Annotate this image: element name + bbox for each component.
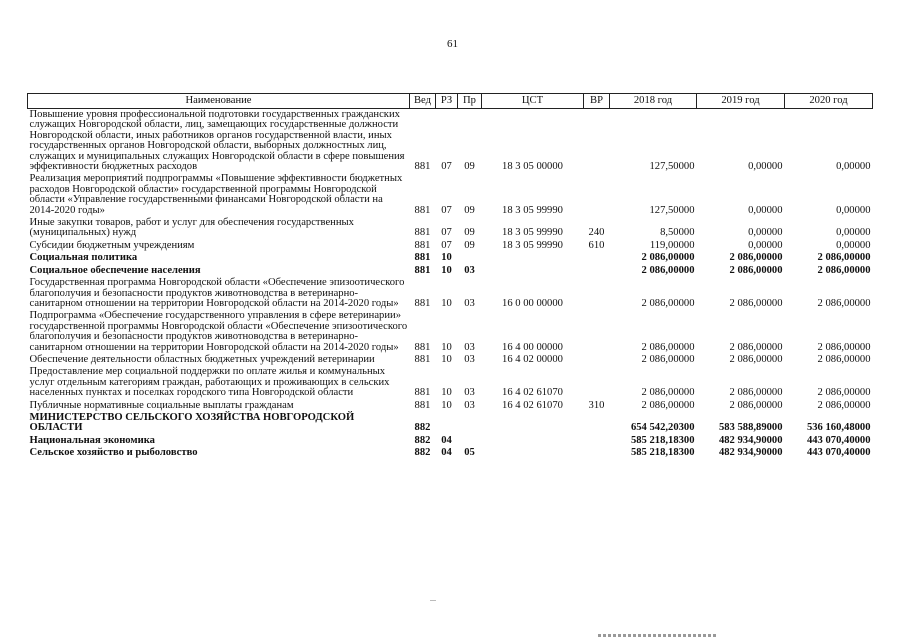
row-ved: 881	[414, 252, 431, 264]
row-value-2019: 583 588,89000	[718, 422, 783, 434]
row-cst	[482, 412, 584, 435]
row-value-2018: 2 086,00000	[641, 252, 695, 264]
row-value-2018: 8,50000	[660, 227, 695, 239]
row-value-2019: 2 086,00000	[729, 297, 783, 309]
row-pr: 05	[464, 447, 475, 459]
row-ved: 881	[414, 297, 431, 309]
row-ved: 882	[414, 434, 431, 446]
row-name: Предоставление мер социальной поддержки по оплате жилья и коммунальных услуг отдельным категориям граждан, работающих и проживающих в сельских населенных пунктах и поселках городского типа Новгородской области	[29, 366, 390, 399]
row-value-2020: 2 086,00000	[817, 252, 871, 264]
row-vr	[584, 109, 610, 174]
row-name: Сельское хозяйство и рыболовство	[29, 447, 198, 459]
row-value-2020: 2 086,00000	[817, 264, 871, 276]
row-value-2020: 0,00000	[836, 204, 871, 216]
row-rz: 10	[441, 387, 452, 399]
page-dot-mark	[430, 600, 436, 601]
row-name: МИНИСТЕРСТВО СЕЛЬСКОГО ХОЗЯЙСТВА НОВГОРОДСКОЙ ОБЛАСТИ	[29, 411, 355, 434]
row-vr	[584, 366, 610, 399]
row-value-2020: 2 086,00000	[817, 387, 871, 399]
row-value-2020: 2 086,00000	[817, 297, 871, 309]
row-pr: 03	[464, 341, 475, 353]
row-value-2018: 585 218,18300	[630, 447, 695, 459]
row-rz: 07	[441, 227, 452, 239]
header-2020: 2020 год	[785, 94, 873, 109]
row-rz: 10	[441, 399, 452, 411]
row-value-2018: 2 086,00000	[641, 353, 695, 365]
table-row	[28, 310, 873, 354]
row-rz	[436, 412, 458, 435]
row-vr	[584, 252, 610, 264]
row-value-2019: 0,00000	[748, 239, 783, 251]
row-rz: 07	[441, 161, 452, 173]
row-name: Публичные нормативные социальные выплаты гражданам	[29, 399, 294, 411]
row-pr: 09	[464, 227, 475, 239]
row-ved: 882	[414, 447, 431, 459]
row-ved: 881	[414, 239, 431, 251]
row-vr	[584, 354, 610, 366]
row-pr: 09	[464, 161, 475, 173]
table-row	[28, 217, 873, 240]
row-cst	[482, 265, 584, 277]
header-vr: ВР	[584, 94, 610, 109]
scan-stamp-mark	[598, 634, 718, 637]
table-header-row	[28, 94, 873, 109]
row-value-2019: 2 086,00000	[729, 252, 783, 264]
row-ved: 881	[414, 264, 431, 276]
row-value-2019: 0,00000	[748, 161, 783, 173]
row-pr: 03	[464, 264, 475, 276]
table-row	[28, 252, 873, 264]
row-value-2019: 482 934,90000	[718, 447, 783, 459]
table-row	[28, 109, 873, 174]
row-value-2019: 2 086,00000	[729, 353, 783, 365]
row-rz: 10	[441, 297, 452, 309]
row-value-2020: 443 070,40000	[806, 434, 871, 446]
row-rz: 10	[441, 264, 452, 276]
row-name: Субсидии бюджетным учреждениям	[29, 239, 195, 251]
row-ved: 881	[414, 161, 431, 173]
table-row	[28, 354, 873, 366]
row-vr	[584, 173, 610, 217]
row-name: Реализация мероприятий подпрограммы «Повышение эффективности бюджетных расходов Новгородской области» государственной программы Новгородской области «Управление государственными финансами Новгородской области на 2014-2020 годы»	[29, 173, 403, 216]
row-ved: 881	[414, 353, 431, 365]
row-cst	[482, 252, 584, 264]
row-vr: 310	[588, 399, 605, 411]
row-value-2020: 2 086,00000	[817, 399, 871, 411]
row-ved: 881	[414, 399, 431, 411]
row-name: Иные закупки товаров, работ и услуг для обеспечения государственных (муниципальных) нужд	[29, 217, 354, 239]
row-cst	[482, 435, 584, 447]
row-value-2020: 0,00000	[836, 239, 871, 251]
table-row	[28, 265, 873, 277]
row-name: Социальное обеспечение населения	[29, 264, 201, 276]
row-ved: 881	[414, 341, 431, 353]
row-pr	[458, 252, 482, 264]
row-pr: 03	[464, 387, 475, 399]
row-rz: 04	[441, 434, 452, 446]
row-cst: 16 0 00 00000	[502, 297, 563, 309]
row-rz: 10	[441, 341, 452, 353]
row-ved: 882	[414, 422, 431, 434]
row-pr: 03	[464, 399, 475, 411]
row-value-2019: 482 934,90000	[718, 434, 783, 446]
row-pr	[458, 435, 482, 447]
row-cst: 16 4 02 61070	[502, 399, 563, 411]
row-value-2020: 443 070,40000	[806, 447, 871, 459]
row-name: Подпрограмма «Обеспечение государственного управления в сфере ветеринарии» государственной программы Новгородской области «Обеспечение эпизоотического благополучия и безопасности продуктов животноводства в ветеринарно-санитарном отношении на территории Новгородской области на 2014-2020 годы»	[29, 310, 408, 353]
budget-table	[27, 93, 873, 460]
row-value-2018: 119,00000	[649, 239, 695, 251]
table-row	[28, 400, 873, 412]
header-ved: Вед	[410, 94, 436, 109]
row-cst: 16 4 02 00000	[502, 353, 563, 365]
header-2019: 2019 год	[697, 94, 785, 109]
table-body	[28, 109, 873, 460]
row-vr	[584, 435, 610, 447]
row-value-2020: 2 086,00000	[817, 353, 871, 365]
row-value-2019: 2 086,00000	[729, 387, 783, 399]
row-pr: 09	[464, 239, 475, 251]
row-cst: 18 3 05 99990	[502, 239, 563, 251]
header-name: Наименование	[28, 94, 410, 109]
row-rz: 04	[441, 447, 452, 459]
table-row	[28, 447, 873, 459]
row-vr	[584, 277, 610, 310]
row-cst: 18 3 05 99990	[502, 227, 563, 239]
table-row	[28, 412, 873, 435]
row-value-2019: 0,00000	[748, 204, 783, 216]
row-value-2020: 2 086,00000	[817, 341, 871, 353]
row-rz: 10	[441, 252, 452, 264]
row-vr	[584, 265, 610, 277]
row-value-2018: 2 086,00000	[641, 399, 695, 411]
row-value-2018: 585 218,18300	[630, 434, 695, 446]
row-name: Повышение уровня профессиональной подготовки государственных гражданских служащих Новгородской области, лиц, замещающих государственные должности Новгородской области, иных работников органов государственной власти, иных государственных органов Новгородской области, выборных должностных лиц, служащих и муниципальных служащих Новгородской области в сфере повышения эффективности бюджетных расходов	[29, 109, 405, 173]
row-rz: 10	[441, 353, 452, 365]
row-vr: 240	[588, 227, 605, 239]
header-pr: Пр	[458, 94, 482, 109]
row-pr	[458, 412, 482, 435]
row-value-2018: 127,50000	[649, 161, 695, 173]
row-cst: 18 3 05 99990	[502, 204, 563, 216]
row-name: Социальная политика	[29, 252, 138, 264]
row-vr	[584, 310, 610, 354]
row-ved: 881	[414, 204, 431, 216]
row-name: Обеспечение деятельности областных бюджетных учреждений ветеринарии	[29, 353, 375, 365]
row-value-2019: 2 086,00000	[729, 399, 783, 411]
row-name: Национальная экономика	[29, 434, 155, 446]
row-value-2019: 2 086,00000	[729, 264, 783, 276]
row-value-2020: 0,00000	[836, 161, 871, 173]
row-value-2018: 2 086,00000	[641, 264, 695, 276]
row-value-2018: 654 542,20300	[630, 422, 695, 434]
row-ved: 881	[414, 227, 431, 239]
row-cst: 16 4 00 00000	[502, 341, 563, 353]
row-value-2019: 0,00000	[748, 227, 783, 239]
row-rz: 07	[441, 239, 452, 251]
row-vr	[584, 447, 610, 459]
row-value-2019: 2 086,00000	[729, 341, 783, 353]
row-value-2020: 536 160,48000	[806, 422, 871, 434]
row-name: Государственная программа Новгородской области «Обеспечение эпизоотического благополучия и безопасности продуктов животноводства в ветеринарно-санитарном отношении на территории Новгородской области на 2014-2020 годы»	[29, 277, 405, 309]
row-value-2018: 127,50000	[649, 204, 695, 216]
header-rz: РЗ	[436, 94, 458, 109]
table-row	[28, 240, 873, 252]
row-vr: 610	[588, 239, 605, 251]
row-cst: 16 4 02 61070	[502, 387, 563, 399]
row-ved: 881	[414, 387, 431, 399]
row-cst: 18 3 05 00000	[502, 161, 563, 173]
table-row	[28, 277, 873, 310]
table-row	[28, 366, 873, 399]
table-row	[28, 435, 873, 447]
row-pr: 09	[464, 204, 475, 216]
row-rz: 07	[441, 204, 452, 216]
row-value-2018: 2 086,00000	[641, 387, 695, 399]
row-value-2018: 2 086,00000	[641, 341, 695, 353]
row-cst	[482, 447, 584, 459]
row-pr: 03	[464, 297, 475, 309]
page-number: 61	[447, 38, 458, 50]
header-2018: 2018 год	[610, 94, 697, 109]
row-pr: 03	[464, 353, 475, 365]
header-cst: ЦСТ	[482, 94, 584, 109]
row-value-2018: 2 086,00000	[641, 297, 695, 309]
row-value-2020: 0,00000	[836, 227, 871, 239]
table-row	[28, 173, 873, 217]
row-vr	[584, 412, 610, 435]
